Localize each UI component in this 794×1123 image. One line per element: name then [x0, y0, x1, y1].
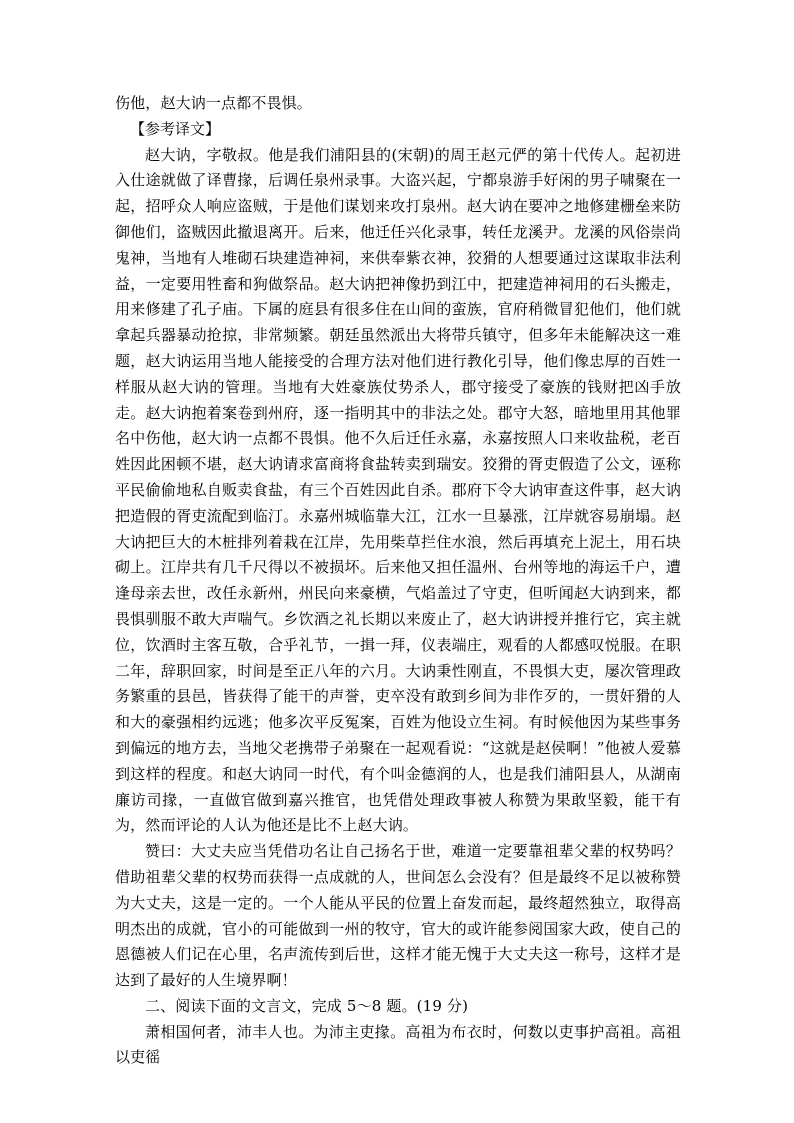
- passage-text: 萧相国何者，沛丰人也。为沛主吏掾。高祖为布衣时，何数以吏事护高祖。高祖以吏徭: [115, 1022, 681, 1067]
- translation-paragraph-1: 赵大讷，字敬叔。他是我们浦阳县的(宋朝)的周王赵元俨的第十代传人。起初进入仕途就做了译曹掾，后调任泉州录事。大盗兴起，宁都泉游手好闲的男子啸聚在一起，招呼众人响应盗贼，于是他们谋划来攻打泉州。赵大讷在要冲之地修建栅垒来防御他们，盗贼因此撤退离开。后来，他迁任兴化录事，转任龙溪尹。龙溪的风俗崇尚鬼神，当地有人堆砌石块建造神祠，来供奉紫衣神，狡猾的人想要通过这谋取非法利益，一定要用牲畜和狗做祭品。赵大讷把神像扔到江中，把建造神祠用的石头搬走，用来修建了孔子庙。下属的庭县有很多住在山间的蛮族，官府稍微冒犯他们，他们就拿起兵器暴动抢掠，非常频繁。朝廷虽然派出大将带兵镇守，但多年未能解决这一难题，赵大讷运用当地人能接受的合理方法对他们进行教化引导，他们像忠厚的百姓一样服从赵大讷的管理。当地有大姓豪族仗势杀人，郡守接受了豪族的钱财把凶手放走。赵大讷抱着案卷到州府，逐一指明其中的非法之处。郡守大怒，暗地里用其他罪名中伤他，赵大讷一点都不畏惧。他不久后迁任永嘉，永嘉按照人口来收盐税，老百姓因此困顿不堪，赵大讷请求富商将食盐转卖到瑞安。狡猾的胥吏假造了公文，诬称平民偷偷地私自贩卖食盐，有三个百姓因此自杀。郡府下令大讷审查这件事，赵大讷把造假的胥吏流配到临汀。永嘉州城临靠大江，江水一旦暴涨，江岸就容易崩塌。赵大讷把巨大的木桩排列着栽在江岸，先用柴草拦住水浪，然后再填充上泥土，用石块砌上。江岸共有几千尺得以不被损坏。后来他又担任温州、台州等地的海运千户，遭逢母亲去世，改任永新州，州民向来豪横，气焰盖过了守吏，但听闻赵大讷到来，都畏惧驯服不敢大声喘气。乡饮酒之礼长期以来废止了，赵大讷讲授并推行它，宾主就位，饮酒时主客互敬，合乎礼节，一揖一拜，仪表端庄，观看的人都感叹悦服。在职二年，辞职回家，时间是至正八年的六月。大讷秉性刚直，不畏惧大吏，屡次管理政务繁重的县邑，皆获得了能干的声誉，吏卒没有敢到乡间为非作歹的，一贯奸猾的人和大的豪强相约远逃；他多次平反冤案，百姓为他设立生祠。有时候他因为某些事务到偏远的地方去，当地父老携带子弟聚在一起观看说：“这就是赵侯啊！”他被人爱慕到这样的程度。和赵大讷同一时代，有个叫金德润的人，也是我们浦阳县人，从湖南廉访司掾，一直做官做到嘉兴推官，也凭借处理政事被人称赞为果敢坚毅，能干有为，然而评论的人认为他还是比不上赵大讷。: [115, 145, 681, 835]
- translation-paragraph-2: 赞曰：大丈夫应当凭借功名让自己扬名于世，难道一定要靠祖辈父辈的权势吗？借助祖辈父辈的权势而获得一点成就的人，世间怎么会没有？但是最终不足以被称赞为大丈夫，这是一定的。一个人能从平民的位置上奋发而起，最终超然独立，取得高明杰出的成就，官小的可能做到一州的牧守，官大的或许能参阅国家大政，使自己的恩德被人们记在心里，名声流传到后世，这样才能无愧于大丈夫这一称号，这样才是达到了最好的人生境界啊！: [115, 842, 681, 990]
- document-body: [115, 91, 681, 1071]
- question-heading: 二、阅读下面的文言文，完成 5～8 题。(19 分): [145, 996, 469, 1015]
- continuation-text: 伤他，赵大讷一点都不畏惧。: [115, 94, 312, 112]
- translation-heading: 【参考译文】: [130, 119, 221, 138]
